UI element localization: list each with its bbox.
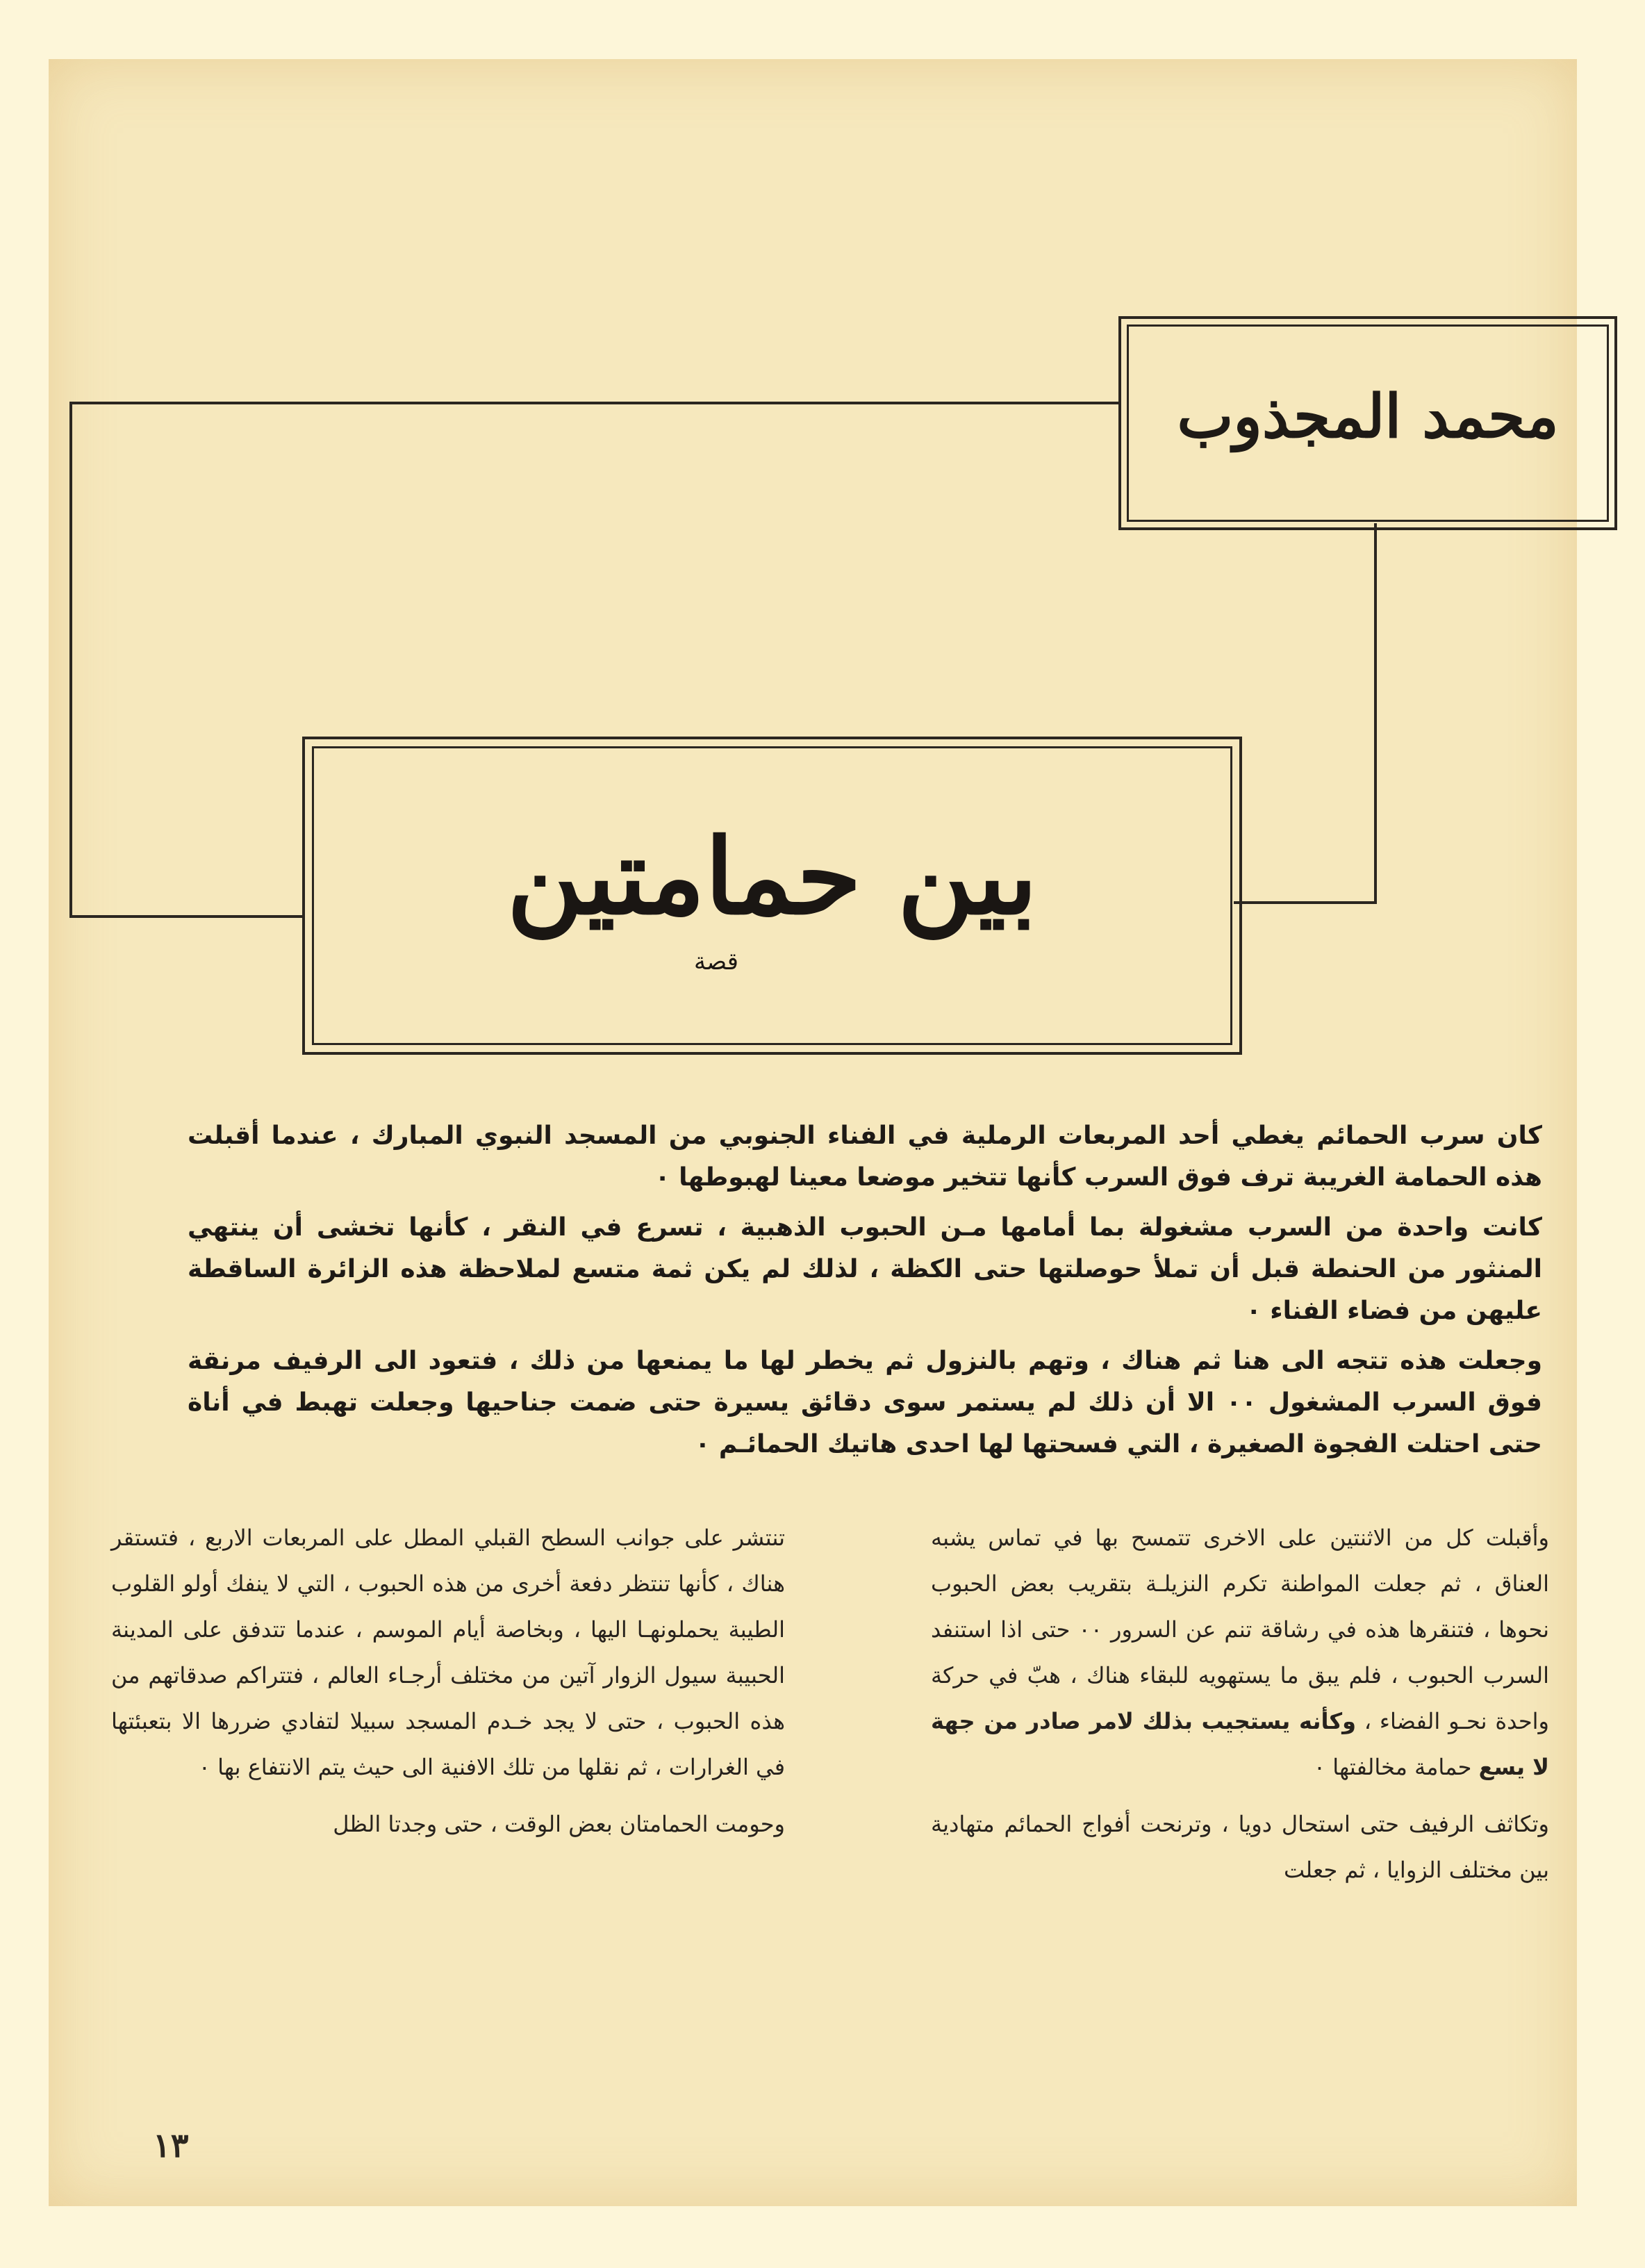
title-box xyxy=(302,737,1242,1055)
frame-line-right xyxy=(1374,523,1377,904)
magazine-page xyxy=(49,59,1577,2206)
author-name: محمد المجذوب xyxy=(1177,381,1559,452)
right-column-text-1: وأقبلت كل من الاثنتين على الاخرى تتمسح بها في تماس يشبه العناق ، ثم جعلت المواطنة تكرم النزيلـة بتقريب بعض الحبوب نحوها ، فتنقرها هذه في رشاقة تنم عن السرور ٠٠ حتى اذا استنفد السرب الحبوب ، فلم يبق ما يستهويه للبقاء هناك ، هبّ في حركة واحدة نحـو الفضاء ، xyxy=(931,1525,1550,1734)
right-column-text-end: حمامة مخالفتها ٠ xyxy=(1313,1754,1472,1780)
frame-line-bottom-right xyxy=(1234,901,1377,904)
left-column xyxy=(111,1515,785,1858)
author-box xyxy=(1118,316,1617,530)
left-column-paragraph-1: تنتشر على جوانب السطح القبلي المطل على المربعات الاربع ، فتستقر هناك ، كأنها تنتظر دفعة أخرى من هذه الحبوب ، التي لا ينفك أولو القلوب الطيبة يحملونهـا اليها ، وبخاصة أيام الموسم ، عندما تتدفق على المدينة الحبيبة سيول الزوار آتين من مختلف أرجـاء العالم ، فتتراكم صدقاتهم من هذه الحبوب ، حتى لا يجد خـدم المسجد سبيلا لتفادي ضررها الا بتعبئتها في الغرارات ، ثم نقلها من تلك الافنية الى حيث يتم الانتفاع بها ٠ xyxy=(111,1525,786,1780)
intro-paragraph-3: وجعلت هذه تتجه الى هنا ثم هناك ، وتهم بالنزول ثم يخطر لها ما يمنعها من ذلك ، فتعود الى الرفيف مرنقة فوق السرب المشغول ٠٠ الا أن ذلك لم يستمر سوى دقائق يسيرة حتى ضمت جناحيها وجعلت تهبط في أناة حتى احتلت الفجوة الصغيرة ، التي فسحتها لها احدى هاتيك الحمائـم ٠ xyxy=(188,1347,1542,1458)
right-column-bold-text: وكأنه يستجيب بذلك لامر صادر من جهة لا يسع xyxy=(931,1708,1549,1780)
page-number: ١٣ xyxy=(153,2126,189,2165)
frame-line-bottom-left xyxy=(69,915,304,918)
intro-section xyxy=(188,1115,1542,1474)
article-title: بين حمامتين xyxy=(506,816,1038,938)
frame-line-left xyxy=(69,402,72,918)
right-column-paragraph-2: وتكاثف الرفيف حتى استحال دويا ، وترنحت أفواج الحمائم متهادية بين مختلف الزوايا ، ثم جعلت xyxy=(931,1811,1549,1883)
right-column xyxy=(931,1515,1549,1904)
left-column-paragraph-2: وحومت الحمامتان بعض الوقت ، حتى وجدتا الظل xyxy=(333,1811,785,1837)
intro-paragraph-1: كان سرب الحمائم يغطي أحد المربعات الرملية في الفناء الجنوبي من المسجد النبوي المبارك ، عندما أقبلت هذه الحمامة الغريبة ترف فوق السرب كأنها تتخير موضعا معينا لهبوطها ٠ xyxy=(188,1121,1542,1192)
title-signature: قصة xyxy=(694,948,738,976)
frame-line-top xyxy=(69,402,1120,404)
intro-paragraph-2: كانت واحدة من السرب مشغولة بما أمامها مـن الحبوب الذهبية ، تسرع في النقر ، كأنها تخشى أن ينتهي المنثور من الحنطة قبل أن تملأ حوصلتها حتى الكظة ، لذلك لم يكن ثمة متسع لملاحظة هذه الزائرة الساقطة عليهن من فضاء الفناء ٠ xyxy=(188,1213,1542,1325)
right-column-paragraph-1 xyxy=(931,1515,1549,1790)
